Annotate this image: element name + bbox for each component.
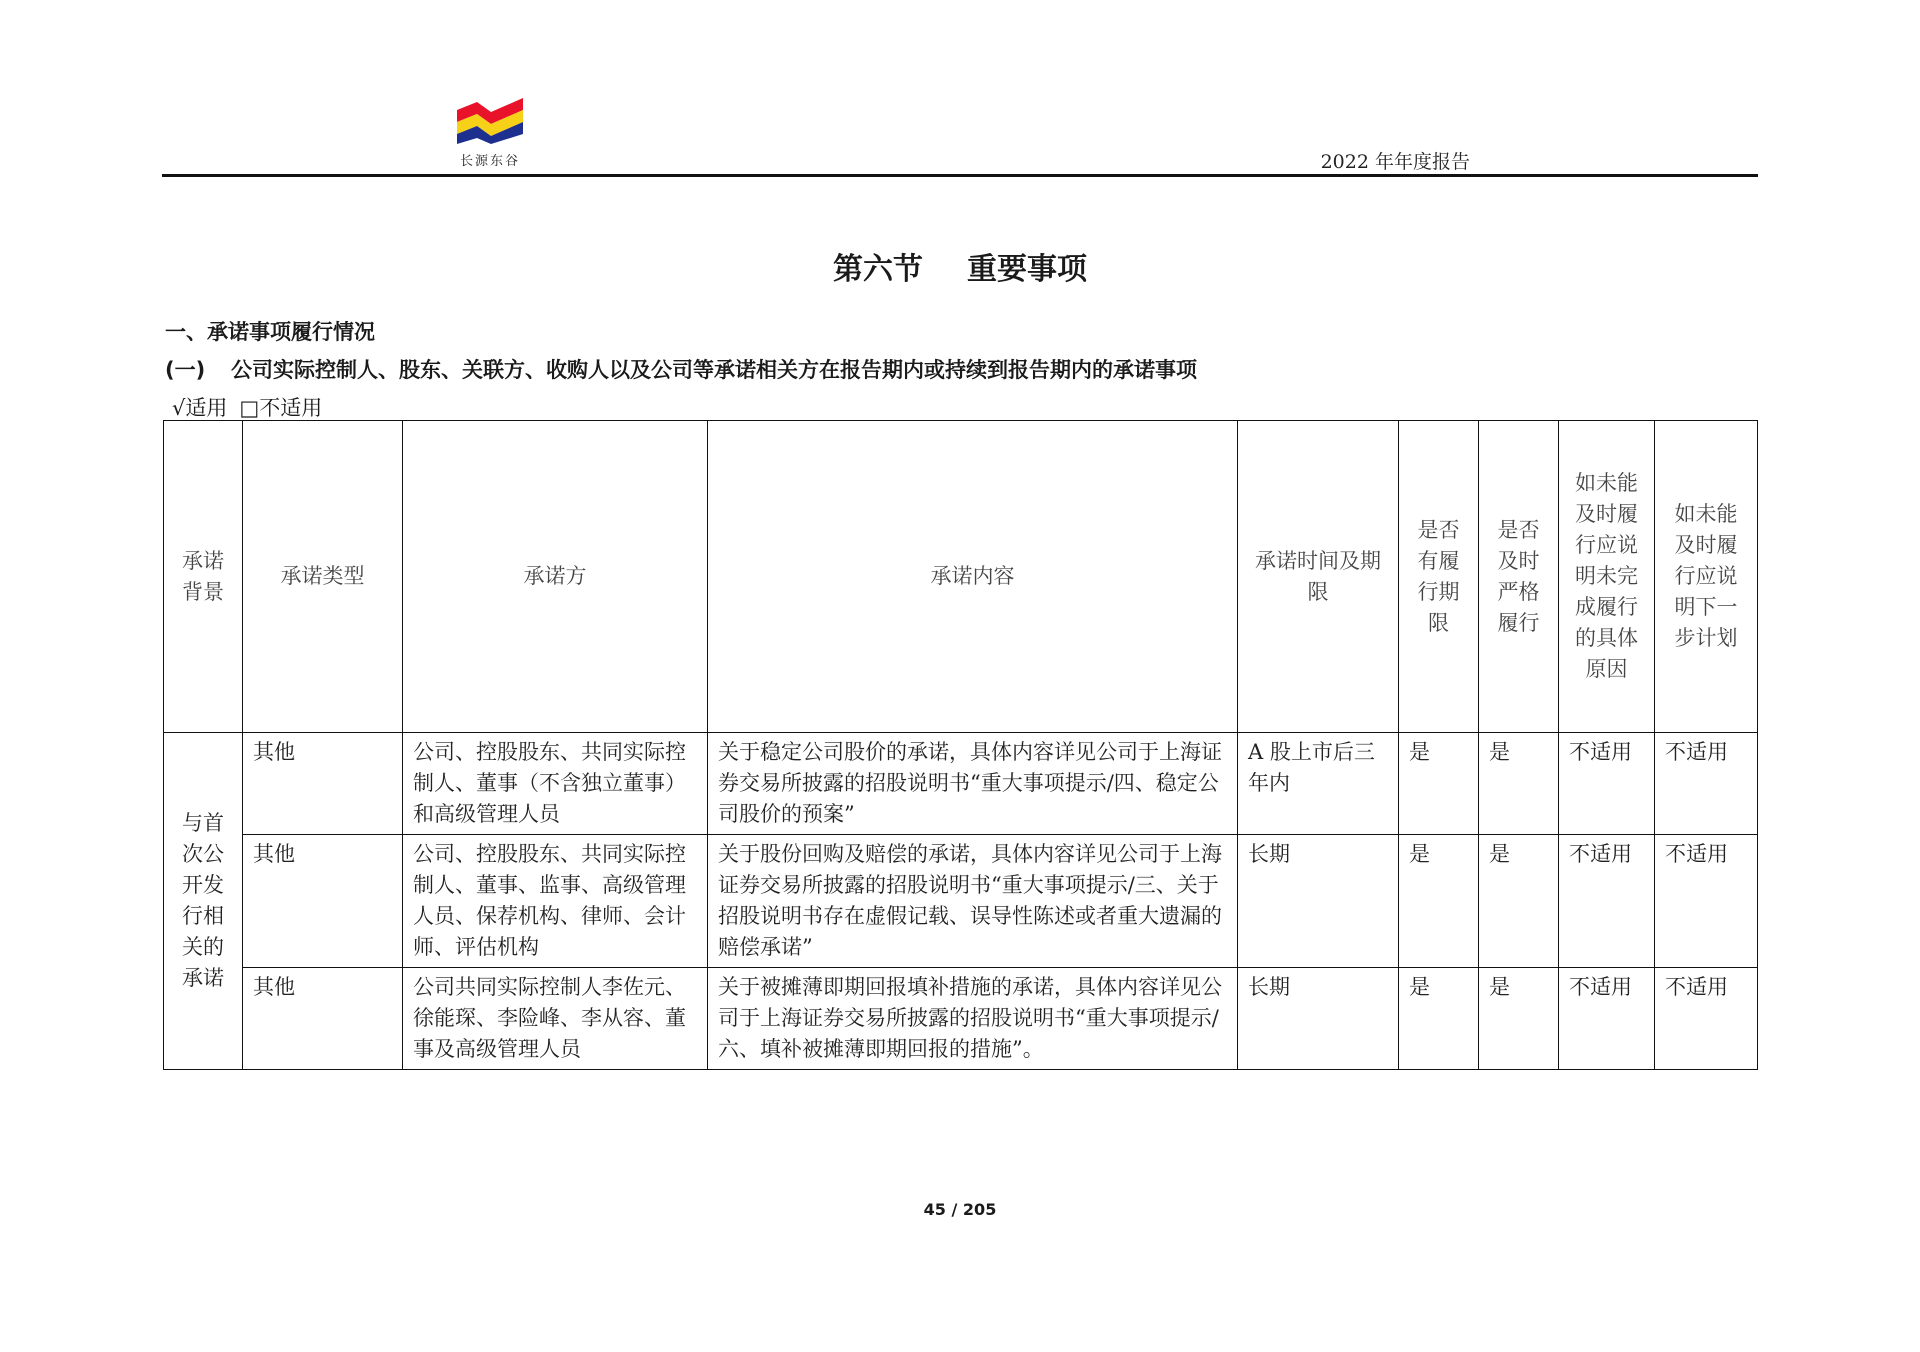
cell-period: 长期 xyxy=(1238,835,1399,968)
cell-content: 关于被摊薄即期回报填补措施的承诺，具体内容详见公司于上海证券交易所披露的招股说明书“重大事项提示/六、填补被摊薄即期回报的措施”。 xyxy=(708,968,1238,1070)
subheading-number: (一) xyxy=(165,358,206,382)
cell-party: 公司、控股股东、共同实际控制人、董事（不含独立董事）和高级管理人员 xyxy=(403,733,708,835)
cell-content: 关于稳定公司股价的承诺，具体内容详见公司于上海证券交易所披露的招股说明书“重大事项提示/四、稳定公司股价的预案” xyxy=(708,733,1238,835)
header-plan: 如未能及时履行应说明下一步计划 xyxy=(1655,421,1758,733)
cell-fulfilled: 是 xyxy=(1479,733,1559,835)
logo-flag-icon xyxy=(455,96,525,144)
cell-content: 关于股份回购及赔偿的承诺，具体内容详见公司于上海证券交易所披露的招股说明书“重大事项提示/三、关于招股说明书存在虚假记载、误导性陈述或者重大遗漏的赔偿承诺” xyxy=(708,835,1238,968)
cell-plan: 不适用 xyxy=(1655,733,1758,835)
header-content: 承诺内容 xyxy=(708,421,1238,733)
cell-fulfilled: 是 xyxy=(1479,968,1559,1070)
cell-reason: 不适用 xyxy=(1559,835,1655,968)
cell-type: 其他 xyxy=(243,835,403,968)
not-applicable-option: □不适用 xyxy=(239,396,323,420)
cell-fulfilled: 是 xyxy=(1479,835,1559,968)
header-background: 承诺背景 xyxy=(164,421,243,733)
header-type: 承诺类型 xyxy=(243,421,403,733)
heading-commitments: 一、承诺事项履行情况 xyxy=(165,320,375,344)
section-title-text: 重要事项 xyxy=(967,252,1087,287)
header-reason: 如未能及时履行应说明未完成履行的具体原因 xyxy=(1559,421,1655,733)
section-title-number: 第六节 xyxy=(833,252,923,287)
cell-type: 其他 xyxy=(243,968,403,1070)
applicability-options xyxy=(172,392,322,422)
cell-plan: 不适用 xyxy=(1655,835,1758,968)
commitments-table xyxy=(163,420,1758,1070)
table-row xyxy=(164,968,1758,1070)
section-title xyxy=(0,244,1920,288)
header-party: 承诺方 xyxy=(403,421,708,733)
header-fulfilled: 是否及时严格履行 xyxy=(1479,421,1559,733)
header-has-deadline: 是否有履行期限 xyxy=(1399,421,1479,733)
applicable-option: √适用 xyxy=(172,396,228,420)
cell-has-deadline: 是 xyxy=(1399,733,1479,835)
page-number: 45 / 205 xyxy=(923,1200,997,1219)
cell-type: 其他 xyxy=(243,733,403,835)
subheading-commitments xyxy=(165,354,1197,384)
company-logo xyxy=(455,96,535,169)
table-row xyxy=(164,835,1758,968)
table-row xyxy=(164,733,1758,835)
cell-has-deadline: 是 xyxy=(1399,835,1479,968)
cell-party: 公司共同实际控制人李佐元、徐能琛、李险峰、李从容、董事及高级管理人员 xyxy=(403,968,708,1070)
header-divider xyxy=(162,174,1758,177)
header-period: 承诺时间及期限 xyxy=(1238,421,1399,733)
table-header-row xyxy=(164,421,1758,733)
cell-party: 公司、控股股东、共同实际控制人、董事、监事、高级管理人员、保荐机构、律师、会计师、评估机构 xyxy=(403,835,708,968)
report-title: 2022 年年度报告 xyxy=(1320,151,1470,173)
cell-background: 与首次公开发行相关的承诺 xyxy=(164,733,243,1070)
cell-period: 长期 xyxy=(1238,968,1399,1070)
cell-reason: 不适用 xyxy=(1559,968,1655,1070)
cell-reason: 不适用 xyxy=(1559,733,1655,835)
cell-period: A 股上市后三年内 xyxy=(1238,733,1399,835)
cell-plan: 不适用 xyxy=(1655,968,1758,1070)
subheading-text: 公司实际控制人、股东、关联方、收购人以及公司等承诺相关方在报告期内或持续到报告期内的承诺事项 xyxy=(231,358,1197,382)
logo-text: 长源东谷 xyxy=(460,154,521,169)
cell-has-deadline: 是 xyxy=(1399,968,1479,1070)
